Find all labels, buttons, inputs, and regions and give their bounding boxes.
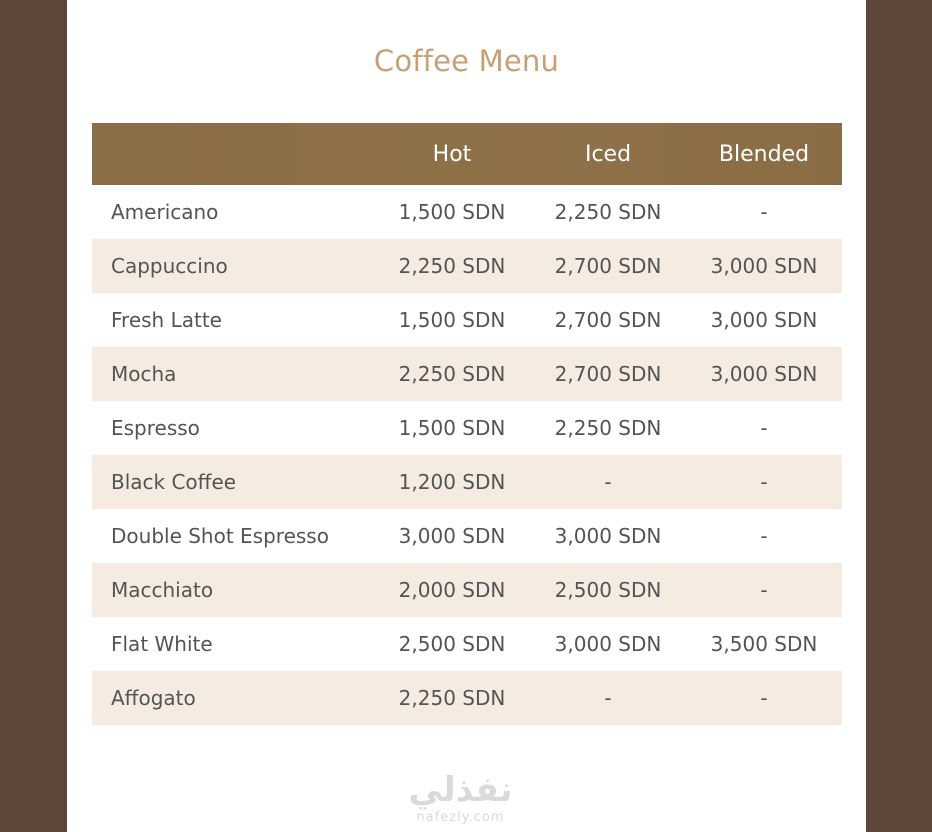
table-row — [92, 239, 842, 293]
table-row — [92, 617, 842, 671]
item-name: Affogato — [111, 686, 196, 710]
table-row — [92, 293, 842, 347]
header-blended: Blended — [718, 141, 810, 167]
price-iced: 2,250 SDN — [554, 200, 662, 224]
item-name: Double Shot Espresso — [111, 524, 329, 548]
table-row — [92, 185, 842, 239]
item-name: Espresso — [111, 416, 200, 440]
price-iced: 2,700 SDN — [554, 362, 662, 386]
price-iced: 2,500 SDN — [554, 578, 662, 602]
price-blended: 3,500 SDN — [710, 632, 818, 656]
header-row — [92, 123, 842, 185]
price-blended: - — [760, 686, 768, 710]
price-iced: 2,700 SDN — [554, 308, 662, 332]
price-hot: 2,250 SDN — [398, 362, 506, 386]
price-blended: - — [760, 470, 768, 494]
item-name: Cappuccino — [111, 254, 228, 278]
price-blended: 3,000 SDN — [710, 308, 818, 332]
price-hot: 1,200 SDN — [398, 470, 506, 494]
menu-table — [92, 123, 842, 725]
price-blended: - — [760, 416, 768, 440]
item-name: Macchiato — [111, 578, 214, 602]
header-hot: Hot — [432, 141, 472, 167]
item-name: Black Coffee — [111, 470, 237, 494]
item-name: Flat White — [111, 632, 213, 656]
price-iced: - — [604, 470, 612, 494]
watermark — [67, 770, 866, 825]
table-row — [92, 671, 842, 725]
price-hot: 3,000 SDN — [398, 524, 506, 548]
price-iced: 2,700 SDN — [554, 254, 662, 278]
table-row — [92, 455, 842, 509]
price-blended: 3,000 SDN — [710, 254, 818, 278]
table-body — [92, 185, 842, 725]
price-blended: 3,000 SDN — [710, 362, 818, 386]
item-name: Mocha — [111, 362, 177, 386]
price-hot: 2,500 SDN — [398, 632, 506, 656]
price-hot: 2,250 SDN — [398, 686, 506, 710]
table-row — [92, 563, 842, 617]
item-name: Fresh Latte — [111, 308, 222, 332]
menu-card — [67, 0, 866, 832]
header-item — [92, 123, 374, 185]
price-hot: 2,250 SDN — [398, 254, 506, 278]
price-blended: - — [760, 578, 768, 602]
item-name: Americano — [111, 200, 219, 224]
watermark-url: nafezly.com — [416, 810, 505, 825]
price-hot: 1,500 SDN — [398, 200, 506, 224]
price-iced: - — [604, 686, 612, 710]
price-iced: 3,000 SDN — [554, 632, 662, 656]
price-blended: - — [760, 524, 768, 548]
page-title: Coffee Menu — [373, 44, 560, 78]
price-hot: 1,500 SDN — [398, 308, 506, 332]
table-row — [92, 509, 842, 563]
watermark-logo: نفذلي — [408, 770, 513, 810]
table-row — [92, 401, 842, 455]
price-hot: 2,000 SDN — [398, 578, 506, 602]
price-iced: 2,250 SDN — [554, 416, 662, 440]
price-iced: 3,000 SDN — [554, 524, 662, 548]
price-hot: 1,500 SDN — [398, 416, 506, 440]
price-blended: - — [760, 200, 768, 224]
table-header — [92, 123, 842, 185]
header-iced: Iced — [584, 141, 632, 167]
table-row — [92, 347, 842, 401]
